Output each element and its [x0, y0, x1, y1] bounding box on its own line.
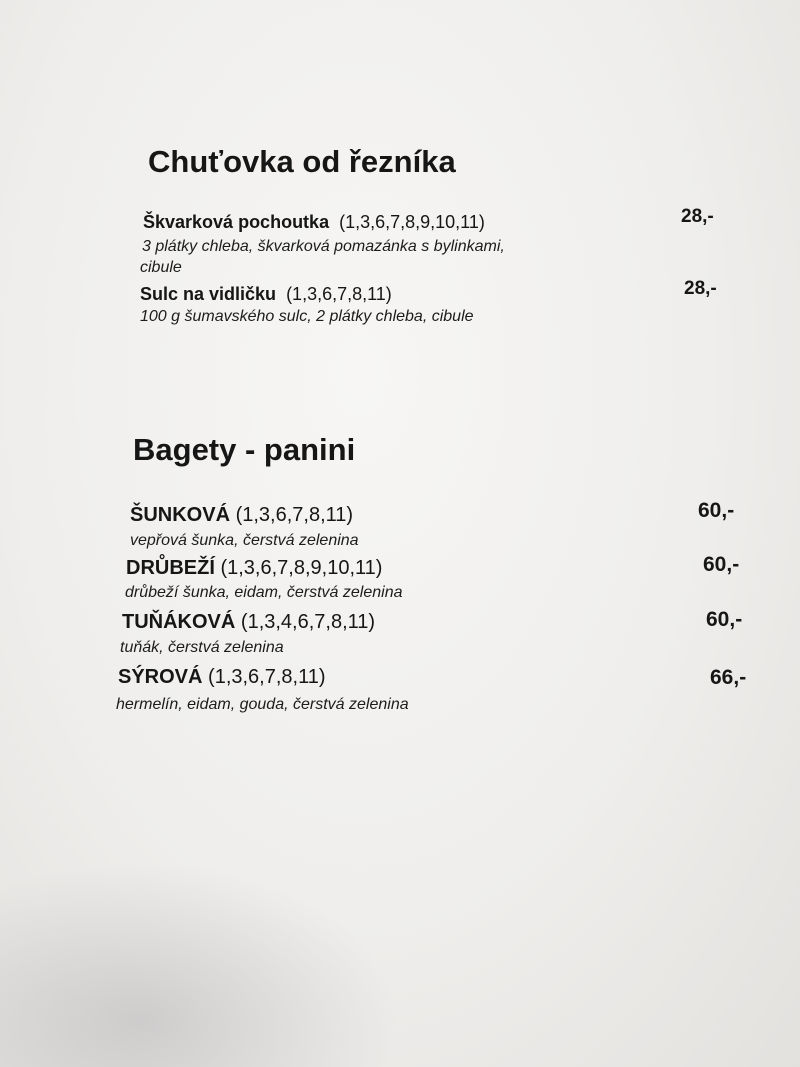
item-price: 66,- [710, 666, 747, 689]
item-allergens: (1,3,6,7,8,11) [286, 284, 392, 304]
item-allergens: (1,3,4,6,7,8,11) [240, 611, 376, 633]
menu-item-name [126, 557, 382, 580]
item-description: 100 g šumavského sulc, 2 plátky chleba, cibule [140, 308, 474, 325]
menu-item-name [130, 504, 353, 527]
item-name-text: Škvarková pochoutka [143, 212, 330, 232]
item-name-text: DRŮBEŽÍ [126, 557, 215, 579]
item-price: 60,- [706, 608, 743, 631]
item-price: 60,- [698, 499, 735, 522]
item-description: cibule [140, 259, 182, 276]
section-title-bagety: Bagety - panini [133, 432, 356, 467]
paper-shadow [0, 860, 400, 1067]
section-title-chutovka: Chuťovka od řezníka [148, 144, 456, 179]
item-allergens: (1,3,6,7,8,11) [208, 666, 326, 688]
item-price: 60,- [703, 553, 740, 576]
item-allergens: (1,3,6,7,8,9,10,11) [220, 557, 383, 579]
item-name-text: ŠUNKOVÁ [130, 504, 231, 526]
item-allergens: (1,3,6,7,8,11) [235, 504, 354, 526]
item-description: drůbeží šunka, eidam, čerstvá zelenina [125, 584, 403, 601]
item-description: hermelín, eidam, gouda, čerstvá zelenina [116, 696, 409, 713]
item-description: vepřová šunka, čerstvá zelenina [130, 532, 359, 549]
item-price: 28,- [681, 206, 714, 227]
item-description: tuňák, čerstvá zelenina [120, 639, 284, 656]
menu-item-name [140, 284, 392, 305]
item-name-text: Sulc na vidličku [140, 284, 277, 304]
item-description: 3 plátky chleba, škvarková pomazánka s bylinkami, [142, 238, 505, 255]
item-price: 28,- [684, 278, 717, 299]
menu-item-name [118, 666, 326, 689]
item-name-text: SÝROVÁ [118, 666, 203, 688]
item-allergens: (1,3,6,7,8,9,10,11) [339, 212, 485, 232]
menu-item-name [143, 212, 485, 233]
menu-item-name [122, 611, 375, 634]
item-name-text: TUŇÁKOVÁ [122, 611, 236, 633]
